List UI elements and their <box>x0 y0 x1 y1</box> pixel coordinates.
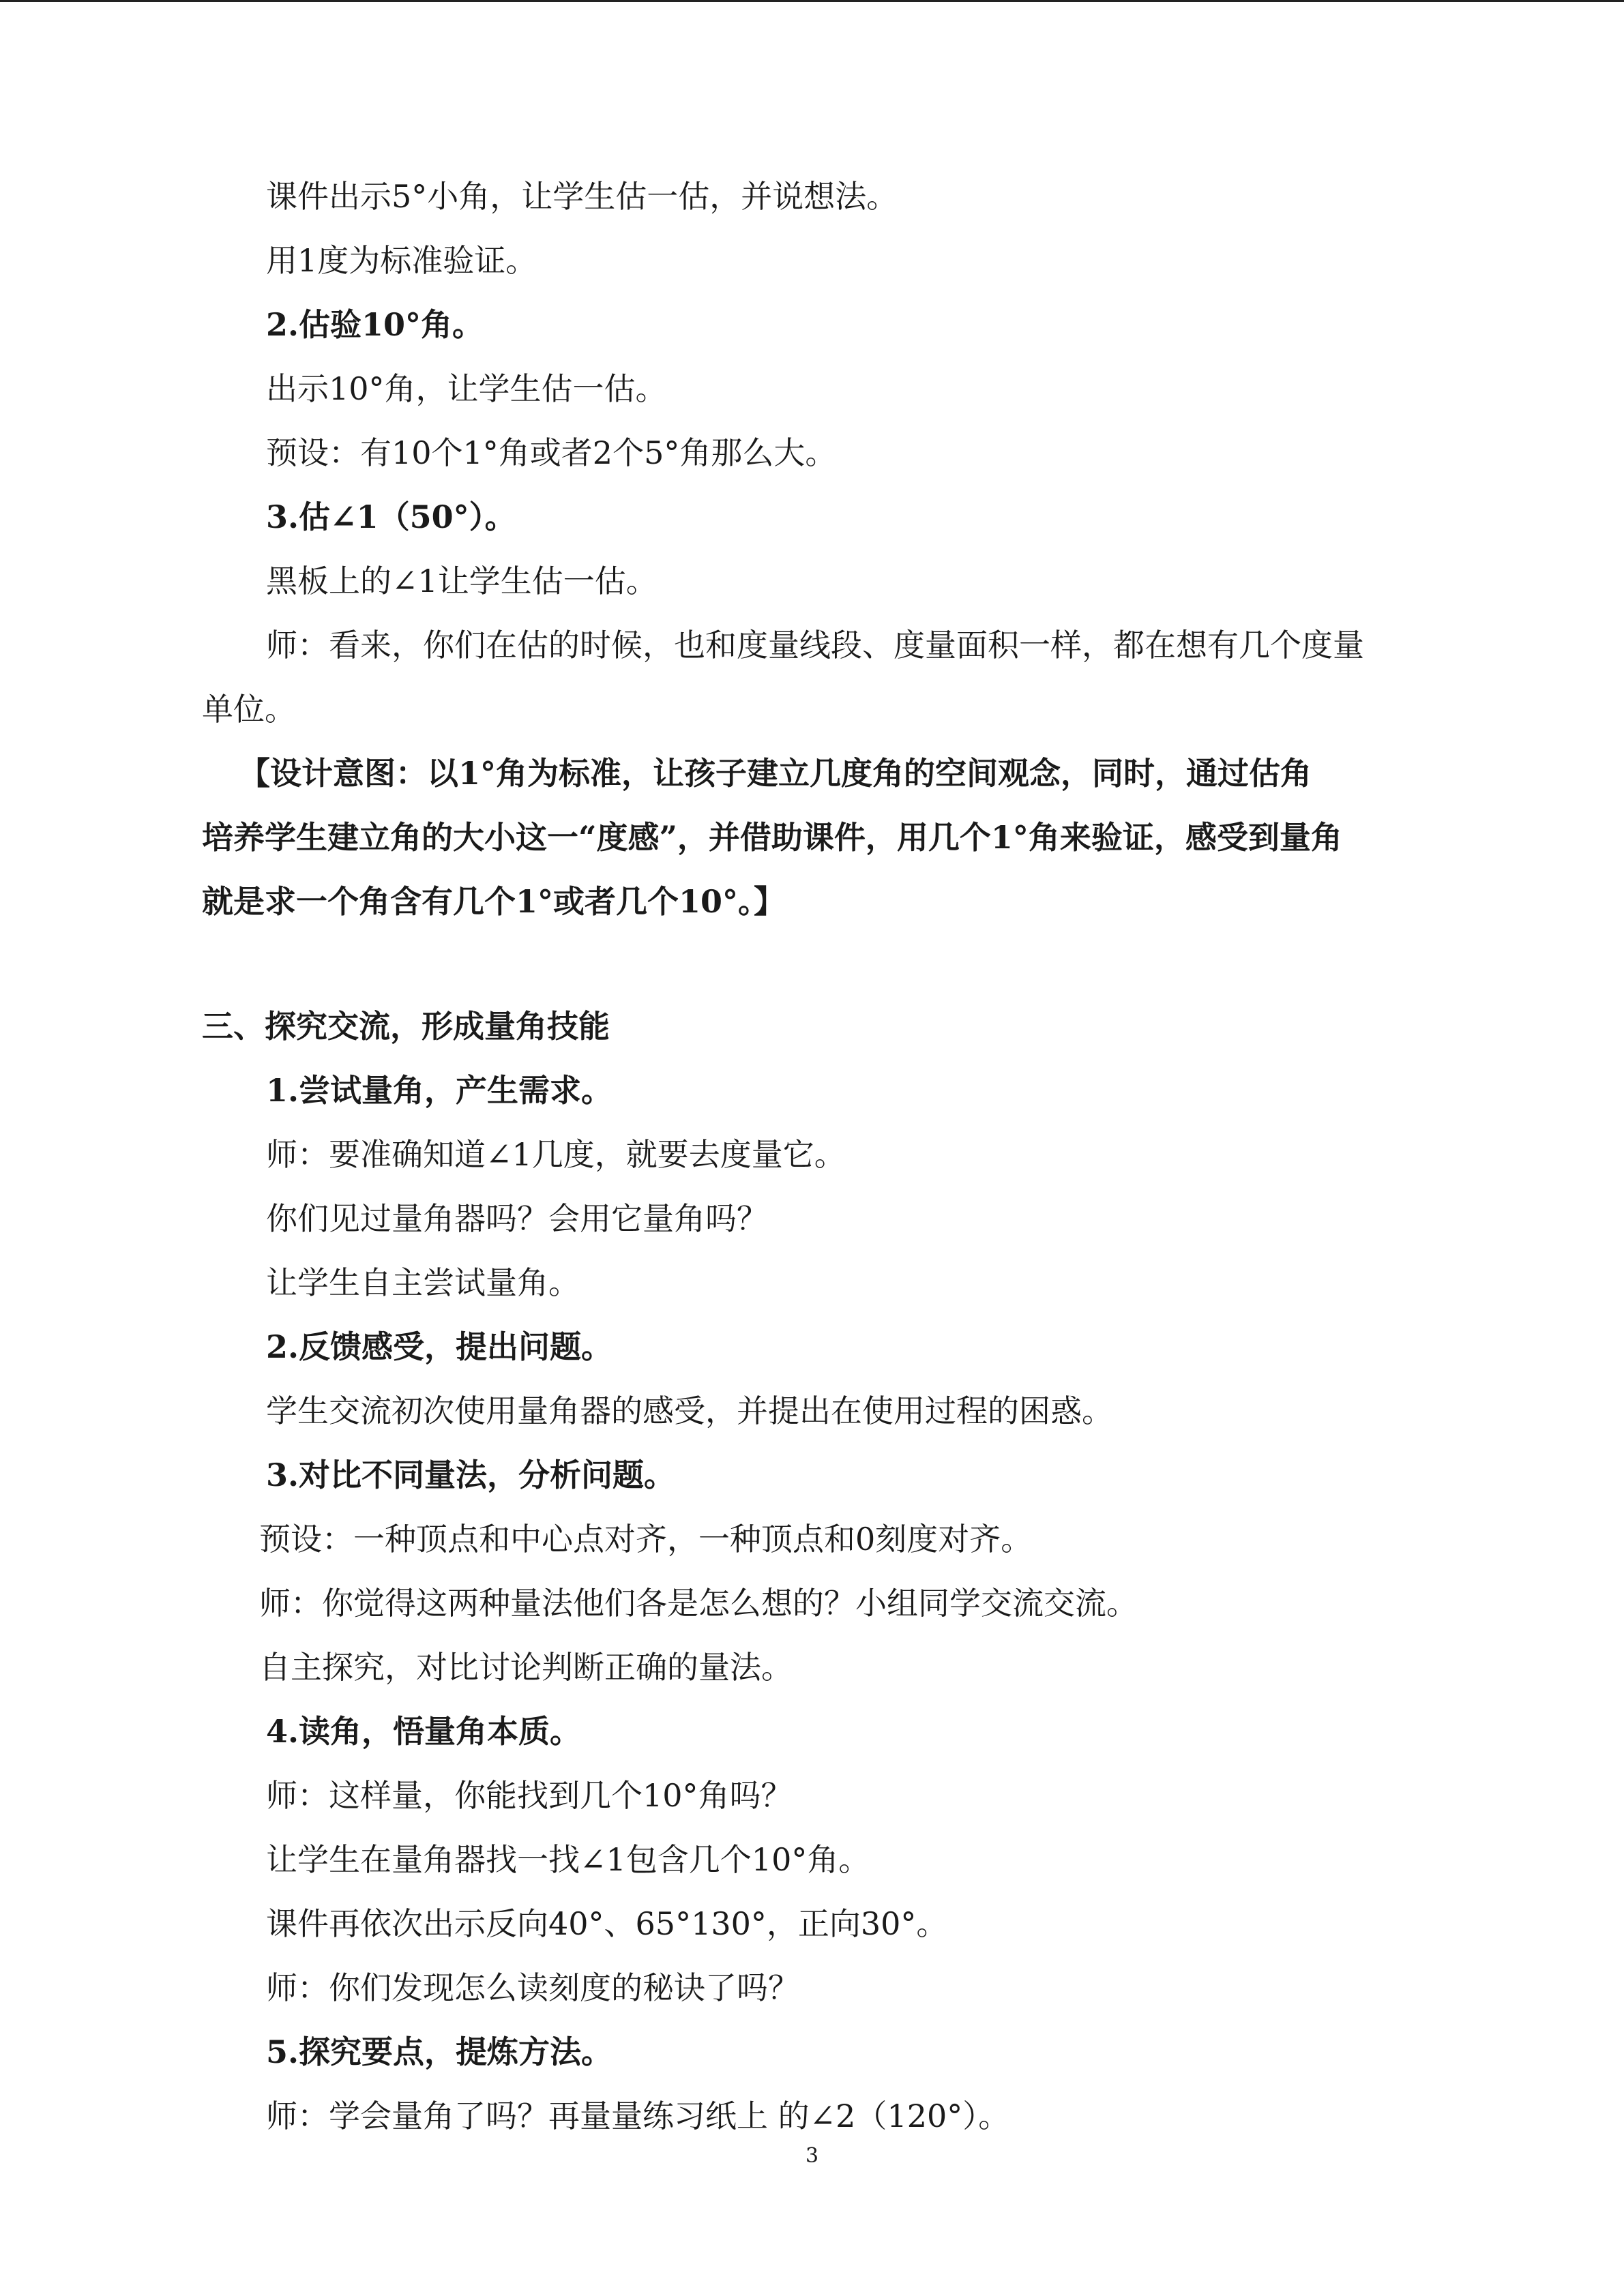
section-heading: 3.对比不同量法，分析问题。 <box>266 1457 676 1493</box>
text-line: 预设：有10个1°角或者2个5°角那么大。 <box>266 434 837 471</box>
text-line: 师：学会量角了吗？再量量练习纸上 的∠2（120°）。 <box>266 2098 1010 2134</box>
text-line: 师：这样量，你能找到几个10°角吗？ <box>266 1777 793 1814</box>
text-line: 课件再依次出示反向40°、65°130°，正向30°。 <box>266 1905 948 1942</box>
text-line: 单位。 <box>202 691 296 728</box>
text-line: 师：你觉得这两种量法他们各是怎么想的？小组同学交流交流。 <box>259 1585 1138 1622</box>
text-line: 课件出示5°小角，让学生估一估，并说想法。 <box>266 178 898 215</box>
page-number: 3 <box>805 2144 819 2168</box>
section-heading: 1.尝试量角，产生需求。 <box>266 1072 613 1109</box>
section-heading: 2.反馈感受，提出问题。 <box>266 1328 613 1365</box>
part-heading: 三、探究交流，形成量角技能 <box>202 1008 610 1045</box>
text-line: 师：要准确知道∠1几度，就要去度量它。 <box>266 1136 846 1173</box>
text-line: 黑板上的∠1让学生估一估。 <box>266 563 658 599</box>
section-heading: 5.探究要点，提炼方法。 <box>266 2033 613 2070</box>
design-intent-text: 培养学生建立角的大小这一“度感”，并借助课件，用几个1°角来验证，感受到量角 <box>202 819 1342 856</box>
page-top-border <box>0 0 1624 2</box>
design-intent-text: 就是求一个角含有几个1°或者几个10°。】 <box>202 883 786 920</box>
section-heading: 2.估验10°角。 <box>266 306 484 343</box>
text-line: 自主探究，对比讨论判断正确的量法。 <box>259 1649 793 1686</box>
text-line: 出示10°角，让学生估一估。 <box>266 370 667 407</box>
text-line: 学生交流初次使用量角器的感受，并提出在使用过程的困惑。 <box>266 1392 1113 1429</box>
text-line: 你们见过量角器吗？会用它量角吗？ <box>266 1200 768 1237</box>
text-line: 让学生自主尝试量角。 <box>266 1264 580 1301</box>
text-line: 预设：一种顶点和中心点对齐，一种顶点和0刻度对齐。 <box>259 1521 1033 1557</box>
design-intent-text: 【设计意图：以1°角为标准，让孩子建立几度角的空间观念，同时，通过估角 <box>239 755 1312 792</box>
section-heading: 4.读角，悟量角本质。 <box>266 1713 582 1750</box>
text-line: 用1度为标准验证。 <box>266 242 537 279</box>
section-heading: 3.估∠1（50°）。 <box>266 498 516 535</box>
text-line: 师：看来，你们在估的时候，也和度量线段、度量面积一样，都在想有几个度量 <box>266 627 1364 664</box>
text-line: 师：你们发现怎么读刻度的秘诀了吗？ <box>266 1969 799 2006</box>
text-line: 让学生在量角器找一找∠1包含几个10°角。 <box>266 1841 870 1878</box>
